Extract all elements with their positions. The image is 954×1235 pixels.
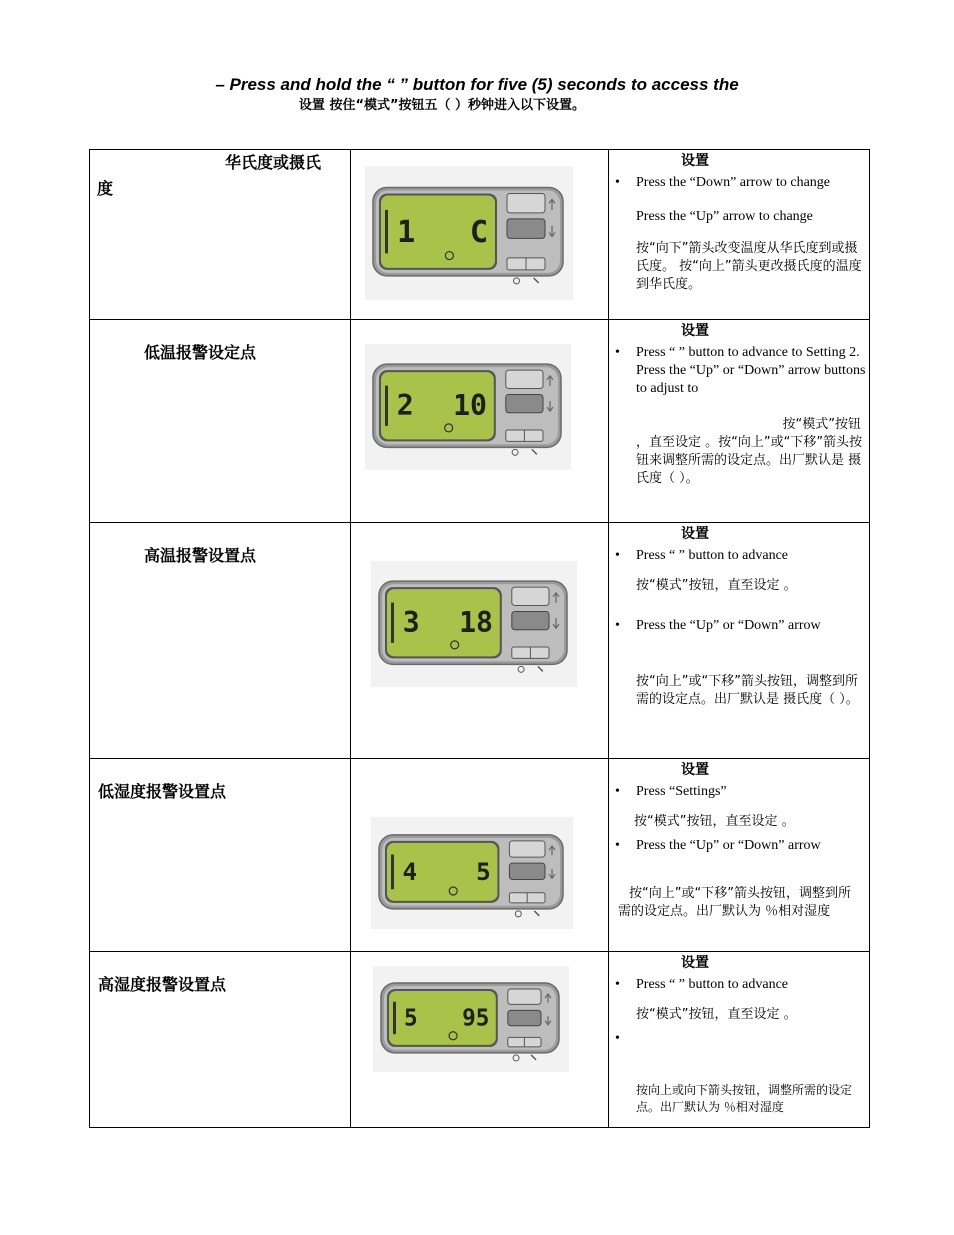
setting-title: 设置 [681,762,709,778]
instruction-bullet: • Press the “Up” or “Down” arrow [609,617,869,635]
setting-label: 华氏度或摄氏 度 [97,153,322,198]
setting-title: 设置 [681,526,709,542]
thermostat-display [365,166,573,300]
lcd-bracket [391,603,394,643]
display-cell [351,150,609,320]
instruction-text-cn: 按向上或向下箭头按钮，调整所需的设定点。出厂默认为 ％相对湿度 [636,1083,853,1114]
up-button [508,989,541,1004]
instruction-text-cn: 按“向上”或“下移”箭头按钮，调整到所需的设定点。出厂默认是 摄氏度（ ）。 [636,674,859,707]
instruction-text-cn: 按“向下”箭头改变温度从华氏度到或摄氏度。 按“向上”箭头更改摄氏度的温度到华氏度。 [636,241,862,292]
instruction-text-cn: 按“向上”或“下移”箭头按钮，调整到所需的设定点。出厂默认为 ％相对湿度 [618,886,851,919]
instruction-text-cn: 按“模式”按钮，直至设定 。 [636,578,797,593]
lcd-setting-value: 5 [476,856,491,886]
lcd-setting-value: C [469,214,489,250]
table-row [90,759,870,952]
instruction-bullet: • Press the “Down” arrow to change [609,174,869,192]
down-button [507,219,545,238]
instruction-text-cn: 按“模式”按钮，直至设定 。 [636,1007,797,1022]
down-button [506,394,543,412]
lcd-setting-value: 95 [462,1005,490,1032]
instruction-text-cn: ，直至设定 。按“向上”或“下移”箭头按钮来调整所需的设定点。出厂默认是 摄氏度（ ）。 [636,435,863,486]
lcd-setting-value: 18 [459,606,494,640]
up-button [512,587,549,605]
setting-label: 高湿度报警设置点 [98,975,227,994]
thermostat-display [365,344,571,470]
up-button [509,841,545,857]
setting-label-cell [90,150,351,320]
setting-title: 设置 [681,153,709,169]
lcd-setting-number: 5 [403,1005,418,1032]
instruction-bullet: • Press “ ” button to advance [609,547,869,565]
instruction-text-cn: 按“模式”按钮 [782,417,861,432]
lcd-bracket [385,386,388,426]
table-row [90,952,870,1128]
page-subheading: 设置 按住“模式”按钮五（ ）秒钟进入以下设置。 [298,98,586,113]
lcd-setting-number: 2 [396,389,414,423]
setting-title: 设置 [681,955,709,971]
page-heading: – Press and hold the “ ” button for five (5) seconds to access the [215,75,739,94]
lcd-setting-number: 3 [402,606,420,640]
lcd-setting-number: 1 [396,214,416,250]
instruction-bullet: • Press “ ” button to advance [609,976,869,994]
thermostat-display [371,817,573,929]
up-button [506,370,543,388]
lcd-setting-number: 4 [402,856,418,886]
setting-label: 低湿度报警设置点 [98,782,227,801]
thermostat-display [373,966,569,1072]
instruction-text: Press the “Up” arrow to change [636,209,813,224]
instruction-bullet: • Press “Settings” [609,783,869,801]
instruction-bullet: • Press “ ” button to advance to Setting 2. Press the “Up” or “Down” arrow buttons to adjust to [609,344,869,398]
table-row [90,320,870,523]
thermostat-display [371,561,577,687]
up-button [507,193,545,212]
table-row [90,150,870,320]
description-cell [609,150,870,320]
lcd-bracket [385,210,388,253]
instruction-bullet [609,1030,869,1048]
instruction-bullet: • Press the “Up” or “Down” arrow [609,837,869,855]
settings-table [89,149,870,1128]
down-button [508,1010,541,1025]
down-button [509,863,545,879]
lcd-setting-value: 10 [453,389,488,423]
instruction-text-cn: 按“模式”按钮，直至设定 。 [634,814,795,829]
setting-title: 设置 [681,323,709,339]
setting-label: 低温报警设定点 [144,343,257,362]
setting-label: 高温报警设置点 [144,546,257,565]
setting-description [609,152,869,294]
lcd-bracket [393,1002,396,1034]
lcd-bracket [391,855,394,890]
table-row [90,523,870,759]
down-button [512,611,549,629]
